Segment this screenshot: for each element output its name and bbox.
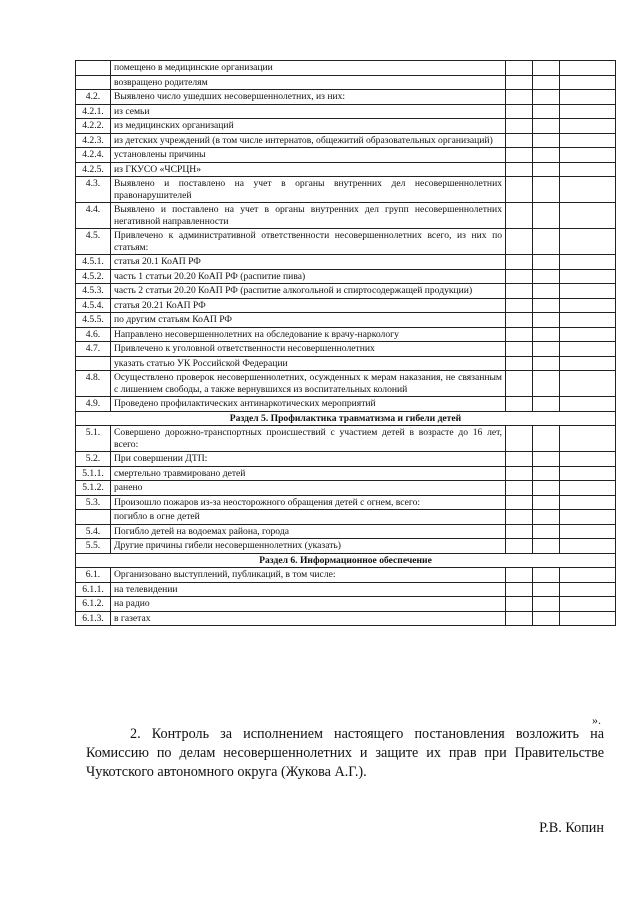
value-cell bbox=[533, 203, 560, 229]
value-cell bbox=[560, 90, 616, 105]
row-indicator: указать статью УК Российской Федерации bbox=[111, 356, 506, 371]
value-cell bbox=[560, 426, 616, 452]
row-number: 4.5.1. bbox=[76, 255, 111, 270]
table-row bbox=[76, 313, 616, 328]
table-row bbox=[76, 426, 616, 452]
row-indicator: на телевидении bbox=[111, 582, 506, 597]
section-heading-row bbox=[76, 553, 616, 568]
value-cell bbox=[506, 203, 533, 229]
value-cell bbox=[506, 162, 533, 177]
row-indicator: При совершении ДТП: bbox=[111, 452, 506, 467]
table-row bbox=[76, 90, 616, 105]
table-row bbox=[76, 269, 616, 284]
value-cell bbox=[506, 298, 533, 313]
value-cell bbox=[560, 298, 616, 313]
closing-quote: ». bbox=[592, 713, 601, 727]
row-indicator: на радио bbox=[111, 597, 506, 612]
row-indicator: Проведено профилактических антинаркотических мероприятий bbox=[111, 397, 506, 412]
row-number: 4.7. bbox=[76, 342, 111, 357]
table-row bbox=[76, 481, 616, 496]
row-number: 5.4. bbox=[76, 524, 111, 539]
signature: Р.В. Копин bbox=[539, 820, 604, 836]
value-cell bbox=[533, 255, 560, 270]
value-cell bbox=[533, 568, 560, 583]
row-indicator: Выявлено и поставлено на учет в органы внутренних дел несовершеннолетних правонарушителей bbox=[111, 177, 506, 203]
value-cell bbox=[533, 104, 560, 119]
row-indicator: Организовано выступлений, публикаций, в том числе: bbox=[111, 568, 506, 583]
row-indicator: часть 1 статьи 20.20 КоАП РФ (распитие пива) bbox=[111, 269, 506, 284]
value-cell bbox=[560, 539, 616, 554]
row-indicator: Выявлено число ушедших несовершеннолетних, из них: bbox=[111, 90, 506, 105]
value-cell bbox=[533, 539, 560, 554]
value-cell bbox=[533, 397, 560, 412]
value-cell bbox=[533, 481, 560, 496]
value-cell bbox=[560, 61, 616, 76]
table-row bbox=[76, 61, 616, 76]
table-row bbox=[76, 342, 616, 357]
value-cell bbox=[560, 269, 616, 284]
value-cell bbox=[533, 148, 560, 163]
table-row bbox=[76, 466, 616, 481]
section-heading: Раздел 5. Профилактика травматизма и гибели детей bbox=[76, 411, 616, 426]
row-indicator: из детских учреждений (в том числе интернатов, общежитий образовательных организаций) bbox=[111, 133, 506, 148]
table-row bbox=[76, 104, 616, 119]
value-cell bbox=[560, 466, 616, 481]
value-cell bbox=[560, 119, 616, 134]
value-cell bbox=[506, 313, 533, 328]
row-number: 4.2. bbox=[76, 90, 111, 105]
section-heading-row bbox=[76, 411, 616, 426]
row-indicator: Совершено дорожно-транспортных происшествий с участием детей в возрасте до 16 лет, всего: bbox=[111, 426, 506, 452]
value-cell bbox=[506, 481, 533, 496]
value-cell bbox=[560, 148, 616, 163]
row-number: 5.1. bbox=[76, 426, 111, 452]
value-cell bbox=[560, 452, 616, 467]
value-cell bbox=[533, 133, 560, 148]
value-cell bbox=[506, 75, 533, 90]
row-number: 6.1.2. bbox=[76, 597, 111, 612]
row-number: 4.6. bbox=[76, 327, 111, 342]
value-cell bbox=[506, 397, 533, 412]
value-cell bbox=[560, 568, 616, 583]
value-cell bbox=[560, 229, 616, 255]
table-row bbox=[76, 371, 616, 397]
value-cell bbox=[506, 269, 533, 284]
row-indicator: из семьи bbox=[111, 104, 506, 119]
value-cell bbox=[533, 611, 560, 626]
row-indicator: установлены причины bbox=[111, 148, 506, 163]
table-row bbox=[76, 229, 616, 255]
value-cell bbox=[560, 342, 616, 357]
value-cell bbox=[533, 313, 560, 328]
row-number bbox=[76, 356, 111, 371]
statistics-table bbox=[75, 60, 616, 626]
row-indicator: по другим статьям КоАП РФ bbox=[111, 313, 506, 328]
row-indicator: помещено в медицинские организации bbox=[111, 61, 506, 76]
row-indicator: из ГКУСО «ЧСРЦН» bbox=[111, 162, 506, 177]
value-cell bbox=[533, 162, 560, 177]
table-row bbox=[76, 452, 616, 467]
row-indicator: ранено bbox=[111, 481, 506, 496]
value-cell bbox=[533, 582, 560, 597]
table-row bbox=[76, 162, 616, 177]
table-row bbox=[76, 397, 616, 412]
table-row bbox=[76, 327, 616, 342]
value-cell bbox=[506, 104, 533, 119]
value-cell bbox=[533, 510, 560, 525]
value-cell bbox=[533, 119, 560, 134]
value-cell bbox=[533, 298, 560, 313]
value-cell bbox=[560, 582, 616, 597]
row-indicator: смертельно травмировано детей bbox=[111, 466, 506, 481]
value-cell bbox=[506, 597, 533, 612]
table-row bbox=[76, 510, 616, 525]
row-number bbox=[76, 75, 111, 90]
value-cell bbox=[560, 481, 616, 496]
value-cell bbox=[506, 342, 533, 357]
row-indicator: Направлено несовершеннолетних на обследование к врачу-наркологу bbox=[111, 327, 506, 342]
value-cell bbox=[560, 371, 616, 397]
row-indicator: Привлечено к уголовной ответственности несовершеннолетних bbox=[111, 342, 506, 357]
row-number: 4.5. bbox=[76, 229, 111, 255]
value-cell bbox=[533, 495, 560, 510]
table-row bbox=[76, 597, 616, 612]
value-cell bbox=[533, 426, 560, 452]
table-row bbox=[76, 524, 616, 539]
table-row bbox=[76, 133, 616, 148]
table-row bbox=[76, 284, 616, 299]
value-cell bbox=[506, 452, 533, 467]
row-indicator: Осуществлено проверок несовершеннолетних, осужденных к мерам наказания, не связанным с лишением свободы, а также вернувшихся из воспитательных колоний bbox=[111, 371, 506, 397]
value-cell bbox=[506, 568, 533, 583]
table-row bbox=[76, 568, 616, 583]
value-cell bbox=[506, 148, 533, 163]
row-number: 4.2.1. bbox=[76, 104, 111, 119]
value-cell bbox=[533, 177, 560, 203]
value-cell bbox=[533, 597, 560, 612]
value-cell bbox=[533, 284, 560, 299]
value-cell bbox=[506, 327, 533, 342]
value-cell bbox=[533, 90, 560, 105]
value-cell bbox=[506, 495, 533, 510]
row-number: 4.5.2. bbox=[76, 269, 111, 284]
row-number: 5.1.2. bbox=[76, 481, 111, 496]
value-cell bbox=[533, 524, 560, 539]
row-number: 6.1.3. bbox=[76, 611, 111, 626]
row-number bbox=[76, 61, 111, 76]
value-cell bbox=[533, 75, 560, 90]
row-number: 5.1.1. bbox=[76, 466, 111, 481]
value-cell bbox=[533, 452, 560, 467]
value-cell bbox=[560, 495, 616, 510]
value-cell bbox=[506, 255, 533, 270]
row-number: 6.1.1. bbox=[76, 582, 111, 597]
row-number: 4.2.2. bbox=[76, 119, 111, 134]
value-cell bbox=[506, 356, 533, 371]
value-cell bbox=[560, 162, 616, 177]
value-cell bbox=[560, 313, 616, 328]
section-heading: Раздел 6. Информационное обеспечение bbox=[76, 553, 616, 568]
row-indicator: Погибло детей на водоемах района, города bbox=[111, 524, 506, 539]
row-number: 6.1. bbox=[76, 568, 111, 583]
table-row bbox=[76, 255, 616, 270]
value-cell bbox=[560, 524, 616, 539]
value-cell bbox=[506, 510, 533, 525]
row-indicator: возвращено родителям bbox=[111, 75, 506, 90]
value-cell bbox=[506, 611, 533, 626]
row-indicator: в газетах bbox=[111, 611, 506, 626]
value-cell bbox=[560, 255, 616, 270]
row-indicator: статья 20.1 КоАП РФ bbox=[111, 255, 506, 270]
row-indicator: Привлечено к административной ответственности несовершеннолетних всего, из них по статьям: bbox=[111, 229, 506, 255]
value-cell bbox=[533, 327, 560, 342]
value-cell bbox=[560, 356, 616, 371]
row-indicator: Выявлено и поставлено на учет в органы внутренних дел групп несовершеннолетних негативной направленности bbox=[111, 203, 506, 229]
table-row bbox=[76, 611, 616, 626]
row-number: 4.9. bbox=[76, 397, 111, 412]
value-cell bbox=[506, 119, 533, 134]
table-row bbox=[76, 495, 616, 510]
value-cell bbox=[560, 284, 616, 299]
value-cell bbox=[560, 177, 616, 203]
value-cell bbox=[506, 284, 533, 299]
value-cell bbox=[506, 466, 533, 481]
table-row bbox=[76, 356, 616, 371]
row-number: 4.8. bbox=[76, 371, 111, 397]
table-row bbox=[76, 203, 616, 229]
table-row bbox=[76, 148, 616, 163]
row-number: 4.5.5. bbox=[76, 313, 111, 328]
row-number: 4.5.4. bbox=[76, 298, 111, 313]
body-paragraph: 2. Контроль за исполнением настоящего постановления возложить на Комиссию по делам несовершеннолетних и защите их прав при Правительстве Чукотского автономного округа (Жукова А.Г.). bbox=[86, 726, 604, 780]
value-cell bbox=[506, 90, 533, 105]
row-number: 4.2.4. bbox=[76, 148, 111, 163]
value-cell bbox=[533, 61, 560, 76]
row-indicator: Произошло пожаров из-за неосторожного обращения детей с огнем, всего: bbox=[111, 495, 506, 510]
value-cell bbox=[533, 356, 560, 371]
row-indicator: из медицинских организаций bbox=[111, 119, 506, 134]
value-cell bbox=[560, 133, 616, 148]
row-number bbox=[76, 510, 111, 525]
row-indicator: погибло в огне детей bbox=[111, 510, 506, 525]
value-cell bbox=[533, 269, 560, 284]
value-cell bbox=[506, 524, 533, 539]
row-number: 4.3. bbox=[76, 177, 111, 203]
value-cell bbox=[533, 466, 560, 481]
table-row bbox=[76, 177, 616, 203]
value-cell bbox=[560, 104, 616, 119]
row-indicator: статья 20.21 КоАП РФ bbox=[111, 298, 506, 313]
table-row bbox=[76, 75, 616, 90]
value-cell bbox=[560, 597, 616, 612]
row-number: 4.2.5. bbox=[76, 162, 111, 177]
table-body bbox=[76, 61, 616, 626]
value-cell bbox=[506, 177, 533, 203]
value-cell bbox=[533, 229, 560, 255]
table-row bbox=[76, 119, 616, 134]
value-cell bbox=[506, 371, 533, 397]
value-cell bbox=[560, 611, 616, 626]
row-number: 4.4. bbox=[76, 203, 111, 229]
value-cell bbox=[506, 133, 533, 148]
value-cell bbox=[560, 397, 616, 412]
row-number: 5.2. bbox=[76, 452, 111, 467]
row-indicator: Другие причины гибели несовершеннолетних (указать) bbox=[111, 539, 506, 554]
row-indicator: часть 2 статьи 20.20 КоАП РФ (распитие алкогольной и спиртосодержащей продукции) bbox=[111, 284, 506, 299]
value-cell bbox=[506, 539, 533, 554]
row-number: 4.5.3. bbox=[76, 284, 111, 299]
value-cell bbox=[533, 371, 560, 397]
table-row bbox=[76, 298, 616, 313]
value-cell bbox=[560, 510, 616, 525]
value-cell bbox=[506, 582, 533, 597]
table-row bbox=[76, 582, 616, 597]
value-cell bbox=[533, 342, 560, 357]
value-cell bbox=[560, 75, 616, 90]
row-number: 5.3. bbox=[76, 495, 111, 510]
value-cell bbox=[506, 426, 533, 452]
value-cell bbox=[560, 327, 616, 342]
table-row bbox=[76, 539, 616, 554]
row-number: 4.2.3. bbox=[76, 133, 111, 148]
value-cell bbox=[560, 203, 616, 229]
row-number: 5.5. bbox=[76, 539, 111, 554]
value-cell bbox=[506, 229, 533, 255]
value-cell bbox=[506, 61, 533, 76]
